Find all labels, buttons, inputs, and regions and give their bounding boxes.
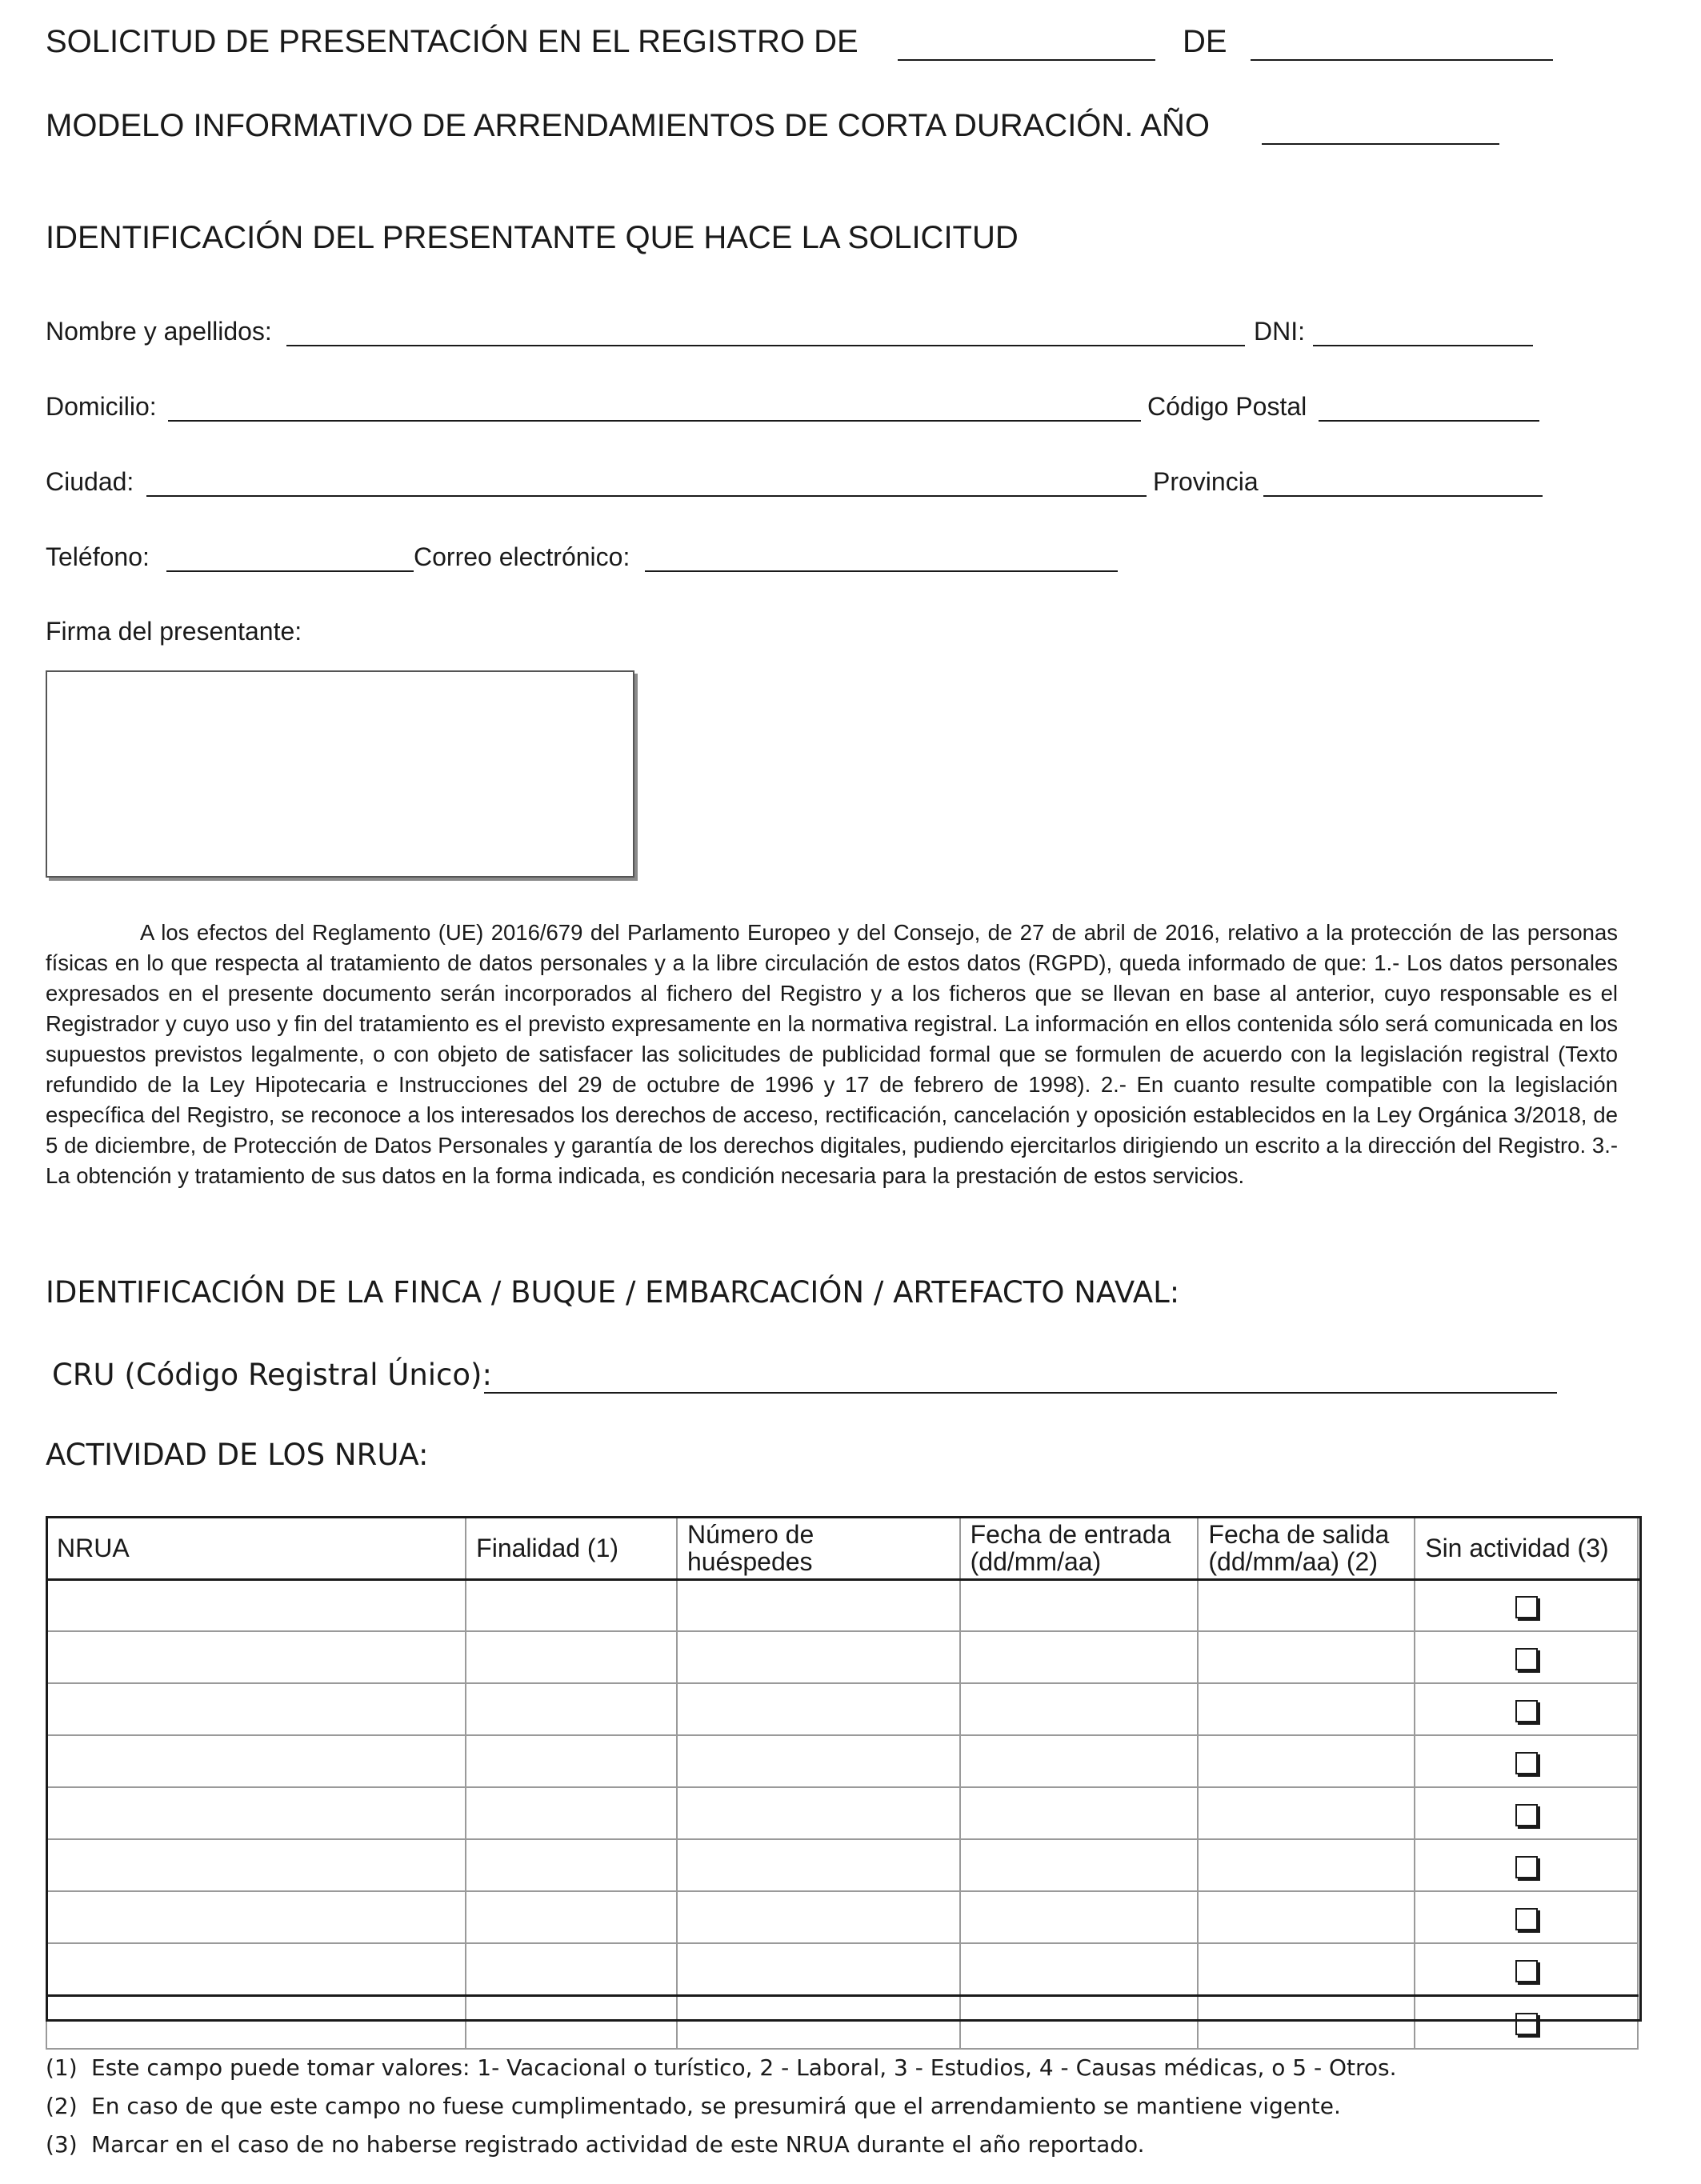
entry-date-cell[interactable] [960, 1839, 1199, 1891]
purpose-cell[interactable] [466, 1631, 677, 1683]
exit-date-cell[interactable] [1198, 1631, 1415, 1683]
form-title-line2: MODELO INFORMATIVO DE ARRENDAMIENTOS DE CORTA DURACIÓN. AÑO [46, 108, 1210, 143]
entry-date-cell[interactable] [960, 1943, 1199, 1996]
activity-section-title: ACTIVIDAD DE LOS NRUA: [46, 1438, 429, 1472]
column-header-no-activity: Sin actividad (3) [1415, 1517, 1638, 1579]
phone-label: Teléfono: [46, 542, 150, 571]
no-activity-checkbox[interactable] [1515, 1700, 1538, 1722]
purpose-cell[interactable] [466, 1943, 677, 1996]
no-activity-cell [1415, 1631, 1638, 1683]
postal-code-field[interactable] [1319, 420, 1539, 422]
guests-cell[interactable] [677, 1631, 960, 1683]
city-label: Ciudad: [46, 467, 134, 496]
email-field[interactable] [645, 570, 1118, 572]
exit-date-cell[interactable] [1198, 1943, 1415, 1996]
guests-cell[interactable] [677, 1839, 960, 1891]
privacy-notice: A los efectos del Reglamento (UE) 2016/679 del Parlamento Europeo y del Consejo, de 27 de abril de 2016, relativo a la protección de las personas físicas en lo que respecta al tratamiento de datos personales y a la libre circulación de estos datos (RGPD), queda informado de que: 1.- Los datos personales expresados en el presente documento serán incorporados al fichero del Registro y a los ficheros que se llevan en base al anterior, cuyo responsable es el Registrador y cuyo uso y fin del tratamiento es el previsto expresamente en la normativa registral. La información en ellos contenida sólo será comunicada en los supuestos previstos legalmente, o con objeto de satisfacer las solicitudes de publicidad formal que se formulen de acuerdo con la legislación registral (Texto refundido de la Ley Hipotecaria e Instrucciones del 29 de octubre de 1996 y 17 de febrero de 1998). 2.- En cuanto resulte compatible con la legislación específica del Registro, se reconoce a los interesados los derechos de acceso, rectificación, cancelación y oposición establecidos en la Ley Orgánica 3/2018, de 5 de diciembre, de Protección de Datos Personales y garantía de los derechos digitales, pudiendo ejercitarlos dirigiendo un escrito a la dirección del Registro. 3.- La obtención y tratamiento de sus datos en la forma indicada, es condición necesaria para la prestación de estos servicios. [46, 920, 1618, 1188]
no-activity-cell [1415, 1891, 1638, 1943]
column-header-guests: Número de huéspedes [677, 1517, 960, 1579]
footnote-1: (1) Este campo puede tomar valores: 1- Vacacional o turístico, 2 - Laboral, 3 - Estudios, 4 - Causas médicas, o 5 - Otros. [46, 2054, 1397, 2081]
nrua-cell[interactable] [46, 1683, 466, 1735]
property-section-title: IDENTIFICACIÓN DE LA FINCA / BUQUE / EMBARCACIÓN / ARTEFACTO NAVAL: [46, 1275, 1180, 1310]
entry-date-cell[interactable] [960, 1579, 1199, 1631]
purpose-cell[interactable] [466, 1683, 677, 1735]
table-row [46, 1631, 1638, 1683]
dni-label: DNI: [1254, 317, 1305, 346]
table-row [46, 1579, 1638, 1631]
province-field[interactable] [1263, 495, 1543, 497]
name-field[interactable] [286, 345, 1245, 346]
table-header-row [46, 1517, 1638, 1579]
entry-date-cell[interactable] [960, 1683, 1199, 1735]
no-activity-checkbox[interactable] [1515, 1908, 1538, 1930]
entry-date-cell[interactable] [960, 1735, 1199, 1787]
no-activity-checkbox[interactable] [1515, 1752, 1538, 1774]
nrua-cell[interactable] [46, 1943, 466, 1996]
purpose-cell[interactable] [466, 1579, 677, 1631]
nrua-cell[interactable] [46, 1631, 466, 1683]
exit-date-cell[interactable] [1198, 1735, 1415, 1787]
no-activity-cell [1415, 1787, 1638, 1839]
exit-date-cell[interactable] [1198, 1839, 1415, 1891]
exit-date-cell[interactable] [1198, 1787, 1415, 1839]
no-activity-cell [1415, 1839, 1638, 1891]
no-activity-checkbox[interactable] [1515, 1960, 1538, 1982]
table-row [46, 1735, 1638, 1787]
nrua-cell[interactable] [46, 1891, 466, 1943]
form-title-de: DE [1183, 24, 1227, 59]
postal-code-label: Código Postal [1147, 392, 1307, 421]
cru-label: CRU (Código Registral Único): [52, 1358, 492, 1392]
guests-cell[interactable] [677, 1996, 960, 2050]
guests-cell[interactable] [677, 1787, 960, 1839]
year-field[interactable] [1262, 143, 1499, 145]
purpose-cell[interactable] [466, 1839, 677, 1891]
column-header-entry-date: Fecha de entrada (dd/mm/aa) [960, 1517, 1199, 1579]
entry-date-cell[interactable] [960, 1891, 1199, 1943]
dni-field[interactable] [1313, 345, 1533, 346]
email-label: Correo electrónico: [414, 542, 630, 571]
city-field[interactable] [146, 495, 1147, 497]
nrua-activity-table [46, 1516, 1639, 2050]
no-activity-cell [1415, 1579, 1638, 1631]
no-activity-cell [1415, 1683, 1638, 1735]
province-label: Provincia [1153, 467, 1259, 496]
exit-date-cell[interactable] [1198, 1683, 1415, 1735]
no-activity-checkbox[interactable] [1515, 1596, 1538, 1618]
signature-label: Firma del presentante: [46, 617, 302, 646]
table-row [46, 1996, 1638, 2050]
presenter-section-title: IDENTIFICACIÓN DEL PRESENTANTE QUE HACE LA SOLICITUD [46, 220, 1019, 255]
no-activity-cell [1415, 1996, 1638, 2050]
guests-cell[interactable] [677, 1943, 960, 1996]
exit-date-cell[interactable] [1198, 1996, 1415, 2050]
entry-date-cell[interactable] [960, 1996, 1199, 2050]
guests-cell[interactable] [677, 1735, 960, 1787]
address-label: Domicilio: [46, 392, 157, 421]
no-activity-checkbox[interactable] [1515, 1856, 1538, 1878]
form-title-line1: SOLICITUD DE PRESENTACIÓN EN EL REGISTRO DE [46, 24, 859, 59]
exit-date-cell[interactable] [1198, 1579, 1415, 1631]
no-activity-checkbox[interactable] [1515, 1804, 1538, 1826]
entry-date-cell[interactable] [960, 1787, 1199, 1839]
guests-cell[interactable] [677, 1579, 960, 1631]
no-activity-cell [1415, 1943, 1638, 1996]
no-activity-cell [1415, 1735, 1638, 1787]
purpose-cell[interactable] [466, 1996, 677, 2050]
no-activity-checkbox[interactable] [1515, 1648, 1538, 1670]
phone-field[interactable] [166, 570, 414, 572]
purpose-cell[interactable] [466, 1787, 677, 1839]
entry-date-cell[interactable] [960, 1631, 1199, 1683]
guests-cell[interactable] [677, 1891, 960, 1943]
name-label: Nombre y apellidos: [46, 317, 272, 346]
column-header-purpose: Finalidad (1) [466, 1517, 677, 1579]
table-row [46, 1891, 1638, 1943]
exit-date-cell[interactable] [1198, 1891, 1415, 1943]
column-header-nrua: NRUA [46, 1517, 466, 1579]
purpose-cell[interactable] [466, 1891, 677, 1943]
registry-name-field[interactable] [898, 59, 1155, 61]
cru-field[interactable] [484, 1392, 1557, 1394]
nrua-cell[interactable] [46, 1996, 466, 2050]
table-row [46, 1683, 1638, 1735]
nrua-cell[interactable] [46, 1787, 466, 1839]
nrua-cell[interactable] [46, 1735, 466, 1787]
table-row [46, 1787, 1638, 1839]
no-activity-checkbox[interactable] [1515, 2013, 1538, 2035]
nrua-cell[interactable] [46, 1579, 466, 1631]
signature-box[interactable] [46, 670, 634, 878]
column-header-exit-date: Fecha de salida (dd/mm/aa) (2) [1198, 1517, 1415, 1579]
footnote-2: (2) En caso de que este campo no fuese cumplimentado, se presumirá que el arrendamiento se mantiene vigente. [46, 2093, 1341, 2119]
table-row [46, 1839, 1638, 1891]
table-row [46, 1943, 1638, 1996]
guests-cell[interactable] [677, 1683, 960, 1735]
footnote-3: (3) Marcar en el caso de no haberse registrado actividad de este NRUA durante el año reportado. [46, 2131, 1145, 2158]
registry-location-field[interactable] [1251, 59, 1553, 61]
nrua-cell[interactable] [46, 1839, 466, 1891]
purpose-cell[interactable] [466, 1735, 677, 1787]
address-field[interactable] [168, 420, 1141, 422]
